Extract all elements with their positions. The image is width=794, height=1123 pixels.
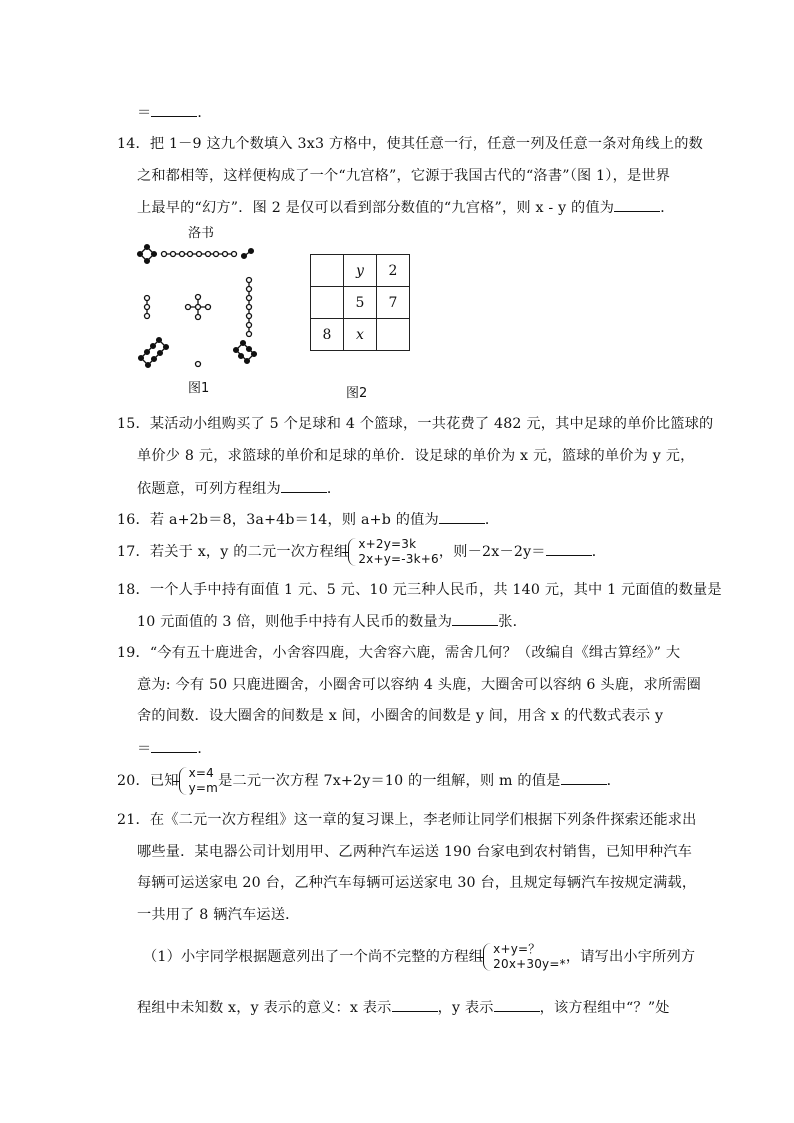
grid-cell: y [344, 255, 377, 287]
q17-line: 17．若关于 x，y 的二元一次方程组 x+2y=3k 2x+y=-3k+6 ，则－2x－2y＝ ． [117, 537, 607, 566]
luoshu-group-4 [138, 245, 157, 264]
fig1-caption: 图1 [188, 381, 210, 396]
q19-line-1: 19．“今有五十鹿进舍，小舍容四鹿，大舍容六鹿，需舍几何？（改编自《缉古算经》” 大 [117, 645, 681, 661]
luoshu-group-8 [139, 338, 169, 368]
answer-blank [494, 997, 540, 1012]
luoshu-group-1 [196, 362, 201, 367]
grid-cell [377, 319, 410, 351]
q21-line-4: 一共用了 8 辆汽车运送． [137, 907, 300, 923]
q21-line-3: 每辆可运送家电 20 台，乙种汽车每辆可运送家电 30 台，且规定每辆汽车按规定满载， [137, 875, 697, 891]
grid-cell: x [344, 319, 377, 351]
q20-line: 20．已知 x=4 y=m 是二元一次方程 7x+2y＝10 的一组解，则 m 的值是 ． [117, 766, 621, 795]
magic-square-grid [310, 254, 410, 351]
brace-icon [179, 767, 188, 795]
q14-line-1: 14．把 1－9 这九个数填入 3x3 方格中，使其任意一行，任意一列及任意一条对角线上的数 [117, 136, 703, 152]
q15-line-3: 依题意，可列方程组为 ． [137, 478, 341, 499]
answer-blank [614, 197, 660, 212]
luoshu-group-2 [242, 249, 254, 259]
answer-blank [452, 611, 498, 626]
q19-line-2: 意为: 今有 50 只鹿进圈舍，小圈舍可以容纳 4 头鹿，大圈舍可以容纳 6 头鹿，求所需圈 [137, 677, 702, 693]
equation-system: x=4 y=m [179, 766, 218, 796]
q21-part1-line: （1）小宇同学根据题意列出了一个尚不完整的方程组 x+y=？ 20x+30y=* ，请写出小宇所列方 [143, 942, 696, 971]
q15-line-2: 单价少 8 元，求篮球的单价和足球的单价．设足球的单价为 x 元，篮球的单价为 y 元， [137, 448, 695, 464]
answer-blank [151, 738, 197, 753]
equation-system: x+y=？ 20x+30y=* [483, 942, 566, 972]
grid-cell: 7 [377, 287, 410, 319]
answer-blank [281, 478, 327, 493]
q19-line-4: ＝ ． [137, 738, 212, 759]
q21-line-2: 哪些量．某电器公司计划用甲、乙两种汽车运送 190 台家电到农村销售，已知甲种汽车 [137, 844, 693, 860]
answer-blank [439, 509, 485, 524]
luoshu-group-6 [234, 341, 257, 364]
grid-cell: 5 [344, 287, 377, 319]
q18-line-2: 10 元面值的 3 倍，则他手中持有人民币的数量为 张． [137, 611, 527, 632]
answer-blank [561, 770, 607, 785]
q15-line-1: 15．某活动小组购买了 5 个足球和 4 个篮球，一共花费了 482 元，其中足球的单价比篮球的 [117, 416, 714, 432]
q14-line-3: 上最早的“幻方”．图 2 是仅可以看到部分数值的“九宫格”，则 x - y 的值为 ． [137, 197, 675, 218]
q18-line-1: 18．一个人手中持有面值 1 元、5 元、10 元三种人民币，共 140 元，其中 1 元面值的数量是 [117, 582, 722, 598]
answer-blank [546, 541, 592, 556]
grid-cell [311, 255, 344, 287]
luoshu-group-9 [162, 252, 237, 257]
luoshu-group-3 [145, 296, 150, 319]
answer-blank [392, 997, 438, 1012]
q21-line-1: 21．在《二元一次方程组》这一章的复习课上，李老师让同学们根据下列条件探索还能求出 [117, 812, 697, 828]
q19-line-3: 舍的间数．设大圈舍的间数是 x 间，小圈舍的间数是 y 间，用含 x 的代数式表示 y [137, 708, 664, 724]
q21-part1-line-2: 程组中未知数 x，y 表示的意义：x 表示 ，y 表示 ，该方程组中“？”处 [137, 997, 670, 1018]
brace-icon [483, 943, 492, 971]
luoshu-figure [130, 240, 270, 375]
q14-line-2: 之和都相等，这样便构成了一个“九宫格”，它源于我国古代的“洛書”（图 1），是世界 [137, 168, 671, 184]
grid-cell: 2 [377, 255, 410, 287]
grid-cell: 8 [311, 319, 344, 351]
fig2-caption: 图2 [346, 386, 368, 401]
brace-icon [348, 538, 357, 566]
luoshu-title: 洛书 [188, 226, 215, 241]
luoshu-group-5 [186, 295, 211, 320]
answer-blank [151, 102, 197, 117]
luoshu-group-7 [247, 278, 252, 337]
grid-cell [311, 287, 344, 319]
q16-line: 16．若 a+2b＝8，3a+4b＝14，则 a+b 的值为 ． [117, 509, 499, 530]
equation-system: x+2y=3k 2x+y=-3k+6 [348, 537, 439, 567]
answer-line-13: ＝ ． [137, 102, 212, 123]
